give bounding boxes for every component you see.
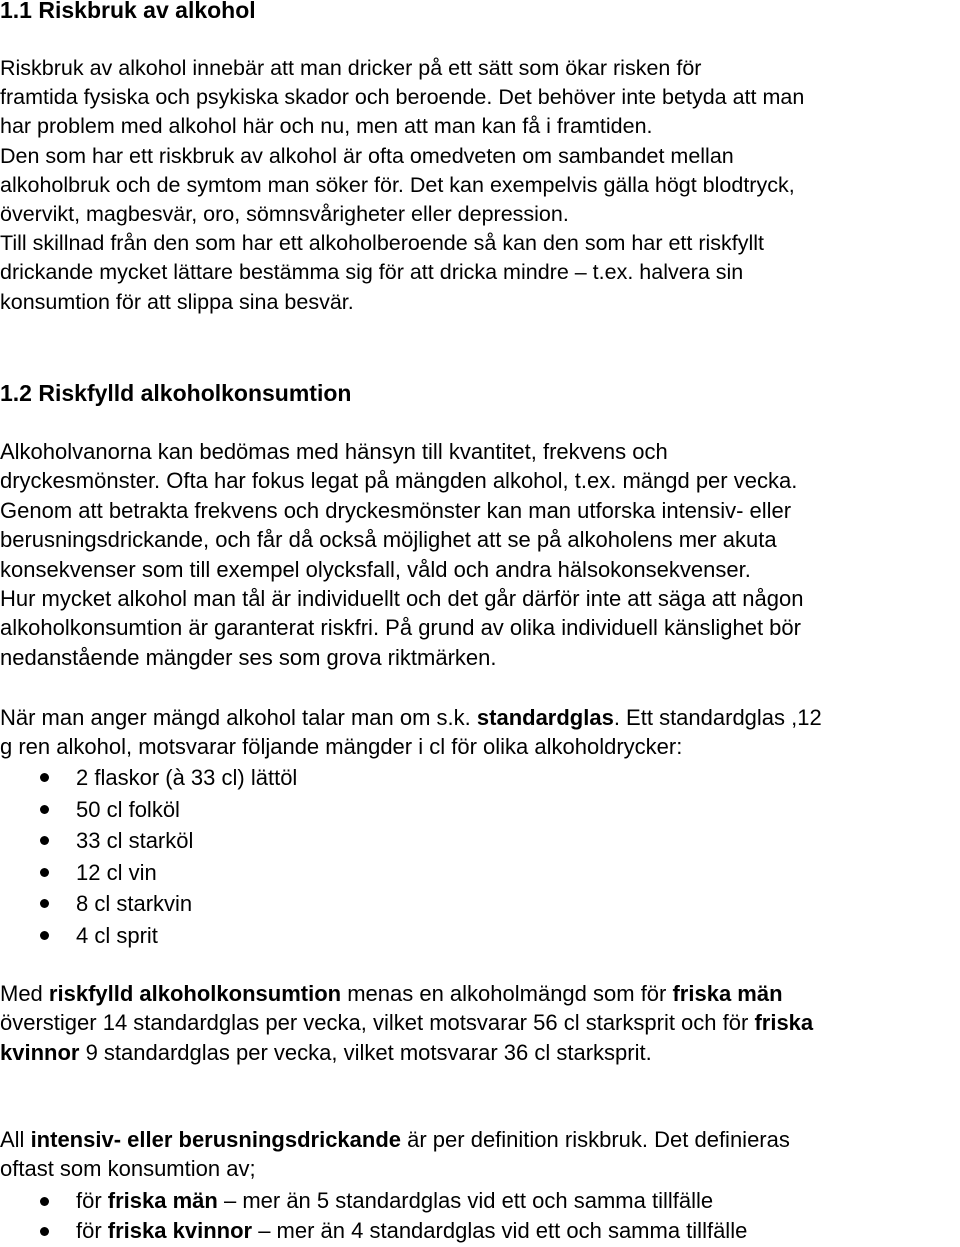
list-item bbox=[0, 1186, 960, 1216]
text-run: All bbox=[0, 1127, 31, 1152]
bullet-icon bbox=[40, 805, 49, 814]
bullet-icon bbox=[40, 836, 49, 845]
list-item bbox=[0, 1216, 960, 1246]
list-item bbox=[0, 888, 960, 920]
term-friska-man: friska män bbox=[107, 1188, 218, 1213]
term-riskfylld: riskfylld alkoholkonsumtion bbox=[48, 981, 342, 1006]
text-run: för bbox=[76, 1218, 108, 1243]
paragraph-line: alkoholbruk och de symtom man söker för. Det kan exempelvis gälla högt blodtryck, bbox=[0, 172, 795, 197]
list-item bbox=[0, 920, 960, 952]
text-run: för bbox=[76, 1188, 108, 1213]
paragraph-line bbox=[0, 1008, 960, 1037]
paragraph-line: g ren alkohol, motsvarar följande mängder i cl för olika alkoholdrycker: bbox=[0, 734, 683, 760]
list-item bbox=[0, 825, 960, 857]
paragraph-line bbox=[0, 979, 960, 1008]
list-item-text: 12 cl vin bbox=[76, 859, 157, 885]
paragraph-line: berusningsdrickande, och får då också möjlighet att se på alkoholens mer akuta bbox=[0, 527, 777, 553]
list-item-text: 33 cl starköl bbox=[76, 828, 194, 853]
paragraph-line: övervikt, magbesvär, oro, sömnsvårigheter eller depression. bbox=[0, 202, 569, 227]
intensive-list bbox=[0, 1186, 960, 1246]
text-run: – mer än 5 standardglas vid ett och samma tillfälle bbox=[217, 1188, 714, 1213]
term-friska: friska bbox=[754, 1010, 814, 1036]
paragraph-line: har problem med alkohol här och nu, men att man kan få i framtiden. bbox=[0, 114, 653, 139]
text-run: är per definition riskbruk. Det definieras bbox=[401, 1127, 790, 1152]
bullet-icon bbox=[40, 899, 49, 908]
section-2-paragraph bbox=[0, 437, 960, 672]
paragraph-line: Alkoholvanorna kan bedömas med hänsyn till kvantitet, frekvens och bbox=[0, 439, 668, 464]
term-friska-man: friska män bbox=[672, 981, 783, 1006]
paragraph-line: Till skillnad från den som har ett alkoholberoende så kan den som har ett riskfyllt bbox=[0, 231, 765, 256]
paragraph-line: Den som har ett riskbruk av alkohol är ofta omedveten om sambandet mellan bbox=[0, 143, 734, 168]
intensive-paragraph bbox=[0, 1125, 960, 1184]
list-item-text: 2 flaskor (à 33 cl) lättöl bbox=[76, 765, 298, 790]
riskdef-paragraph bbox=[0, 979, 960, 1067]
list-item bbox=[0, 794, 960, 826]
paragraph-line: framtida fysiska och psykiska skador och beroende. Det behöver inte betyda att man bbox=[0, 85, 805, 110]
section-1-paragraph bbox=[0, 54, 960, 317]
paragraph-line bbox=[0, 1125, 960, 1154]
section-1-heading: 1.1 Riskbruk av alkohol bbox=[0, 0, 256, 23]
text-run: Med bbox=[0, 981, 49, 1006]
paragraph-line bbox=[0, 1038, 960, 1067]
text-run: När man anger mängd alkohol talar man om s.k. bbox=[0, 705, 477, 730]
list-item-text: 50 cl folköl bbox=[76, 796, 180, 822]
equivalents-list bbox=[0, 762, 960, 951]
term-standardglas: standardglas bbox=[476, 705, 614, 730]
text-run: 9 standardglas per vecka, vilket motsvarar 36 cl starksprit. bbox=[79, 1039, 652, 1065]
bullet-icon bbox=[40, 868, 49, 877]
bullet-icon bbox=[40, 1197, 49, 1206]
standardglas-paragraph bbox=[0, 703, 960, 762]
term-kvinnor: kvinnor bbox=[0, 1039, 80, 1065]
bullet-icon bbox=[40, 931, 49, 940]
list-item bbox=[0, 762, 960, 794]
list-item bbox=[0, 857, 960, 889]
term-intensiv: intensiv- eller berusningsdrickande bbox=[30, 1127, 402, 1152]
text-run: överstiger 14 standardglas per vecka, vilket motsvarar 56 cl starksprit och för bbox=[0, 1010, 755, 1036]
bullet-icon bbox=[40, 1227, 49, 1236]
paragraph-line: alkoholkonsumtion är garanterat riskfri. På grund av olika individuell känslighet bör bbox=[0, 615, 801, 641]
term-friska-kvinnor: friska kvinnor bbox=[107, 1218, 253, 1243]
paragraph-line bbox=[0, 703, 960, 732]
paragraph-line: Riskbruk av alkohol innebär att man dricker på ett sätt som ökar risken för bbox=[0, 56, 702, 80]
paragraph-line: Genom att betrakta frekvens och dryckesmönster kan man utforska intensiv- eller bbox=[0, 497, 792, 523]
paragraph-line: drickande mycket lättare bestämma sig för att dricka mindre – t.ex. halvera sin bbox=[0, 260, 744, 285]
list-item-text: 8 cl starkvin bbox=[76, 891, 193, 916]
paragraph-line: konsumtion för att slippa sina besvär. bbox=[0, 289, 354, 314]
text-run: . Ett standardglas ,12 bbox=[613, 705, 822, 730]
text-run: menas en alkoholmängd som för bbox=[341, 981, 673, 1006]
paragraph-line: dryckesmönster. Ofta har fokus legat på mängden alkohol, t.ex. mängd per vecka. bbox=[0, 468, 798, 494]
section-2-heading: 1.2 Riskfylld alkoholkonsumtion bbox=[0, 380, 352, 406]
paragraph-line: Hur mycket alkohol man tål är individuellt och det går därför inte att säga att någon bbox=[0, 586, 804, 612]
paragraph-line: konsekvenser som till exempel olycksfall, våld och andra hälsokonsekvenser. bbox=[0, 556, 751, 582]
paragraph-line: nedanstående mängder ses som grova riktmärken. bbox=[0, 644, 497, 670]
text-run: – mer än 4 standardglas vid ett och samma tillfälle bbox=[252, 1218, 748, 1243]
list-item-text: 4 cl sprit bbox=[76, 922, 158, 948]
bullet-icon bbox=[40, 773, 49, 782]
paragraph-line: oftast som konsumtion av; bbox=[0, 1156, 256, 1182]
